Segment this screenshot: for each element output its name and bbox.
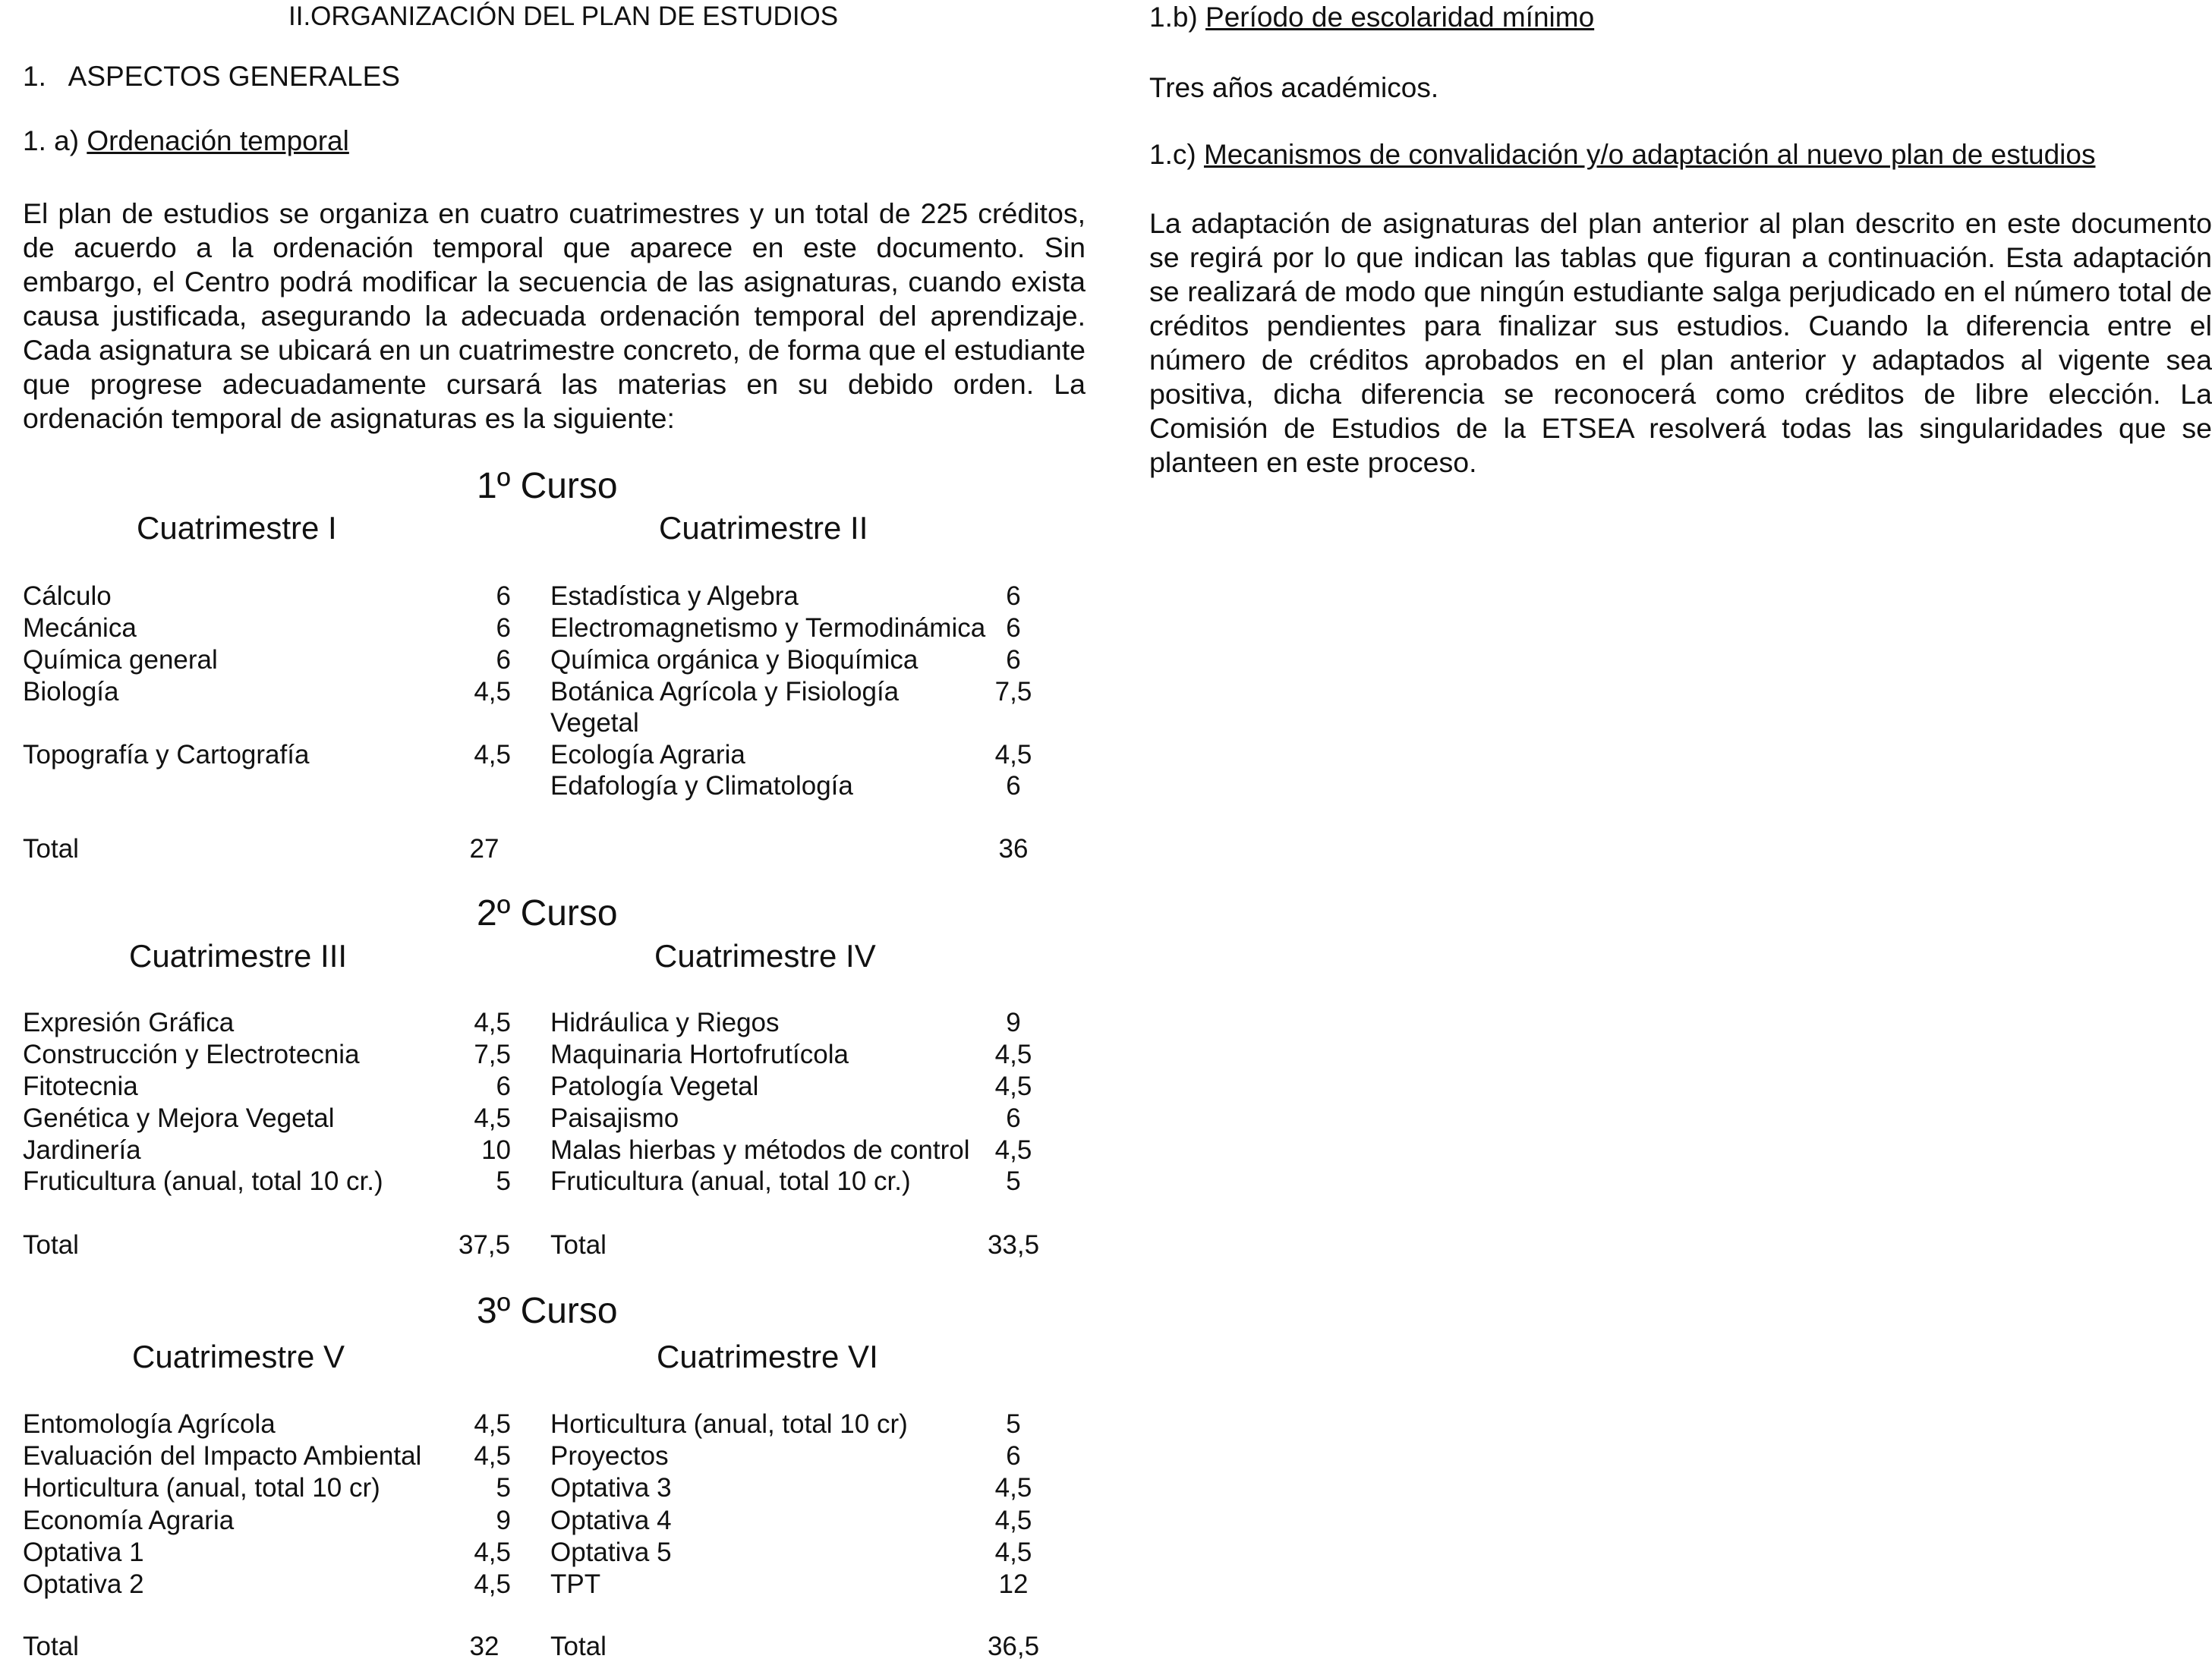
subject-credits: 4,5 (994, 740, 1032, 770)
subject-name: Horticultura (anual, total 10 cr) (550, 1409, 908, 1439)
subsection-number: 1. a) (23, 125, 80, 156)
total-label-right: Total (550, 1230, 607, 1260)
semester-title-left: Cuatrimestre V (132, 1339, 345, 1374)
subject-credits: 7,5 (994, 677, 1032, 707)
subject-credits: 5 (496, 1473, 511, 1503)
subject-name: Evaluación del Impacto Ambiental (23, 1441, 422, 1471)
course-title: 2º Curso (477, 893, 618, 933)
subject-credits: 7,5 (474, 1040, 511, 1069)
subsection-label: Mecanismos de convalidación y/o adaptación al nuevo plan de estudios (1203, 139, 2096, 170)
total-credits-left: 32 (469, 1632, 499, 1661)
subject-name: Fruticultura (anual, total 10 cr.) (550, 1166, 911, 1196)
total-credits-right: 36,5 (987, 1632, 1040, 1661)
section-label: ASPECTOS GENERALES (68, 61, 400, 92)
semester-title-right: Cuatrimestre VI (657, 1339, 878, 1374)
subsection-heading-a (23, 125, 349, 157)
subject-name: Expresión Gráfica (23, 1008, 235, 1037)
subject-name: Proyectos (550, 1441, 669, 1471)
subject-credits: 6 (1006, 645, 1021, 675)
semester-title-left: Cuatrimestre III (129, 938, 348, 974)
total-label-left: Total (23, 1632, 79, 1661)
subject-name: Genética y Mejora Vegetal (23, 1103, 335, 1133)
subject-name: Patología Vegetal (550, 1072, 759, 1101)
paragraph-min-period: Tres años académicos. (1149, 72, 1439, 103)
subject-credits: 5 (1006, 1409, 1021, 1439)
subject-name: Optativa 5 (550, 1538, 672, 1567)
subject-credits: 6 (496, 1072, 511, 1101)
subject-credits: 4,5 (474, 1569, 511, 1599)
subject-name: Entomología Agrícola (23, 1409, 276, 1439)
course-title: 3º Curso (477, 1291, 618, 1331)
section-number: 1. (23, 61, 46, 92)
subject-name: Edafología y Climatología (550, 771, 853, 801)
subsection-label: Período de escolaridad mínimo (1205, 2, 1595, 33)
subject-credits: 4,5 (994, 1506, 1032, 1535)
subsection-label: Ordenación temporal (87, 125, 349, 156)
subject-name: Topografía y Cartografía (23, 740, 310, 770)
subject-name: Química general (23, 645, 218, 675)
subject-credits: 9 (496, 1506, 511, 1535)
subject-credits: 6 (1006, 771, 1021, 801)
subsection-heading-b (1149, 2, 1594, 33)
subject-credits: 6 (1006, 1441, 1021, 1471)
subject-name: Optativa 3 (550, 1473, 672, 1503)
subject-name: TPT (550, 1569, 601, 1599)
subject-name: Biología (23, 677, 119, 707)
total-credits-left: 27 (469, 834, 499, 864)
subject-name: Optativa 4 (550, 1506, 672, 1535)
subject-credits: 5 (496, 1166, 511, 1196)
subject-credits: 9 (1006, 1008, 1021, 1037)
subsection-heading-c (1149, 139, 2095, 171)
subject-name: Estadística y Algebra (550, 581, 799, 611)
total-label-left: Total (23, 834, 79, 864)
subject-credits: 4,5 (474, 1103, 511, 1133)
subject-name: Mecánica (23, 613, 137, 643)
subject-name: Química orgánica y Bioquímica (550, 645, 919, 675)
total-credits-right: 33,5 (987, 1230, 1040, 1260)
semester-title-left: Cuatrimestre I (137, 510, 337, 546)
subject-name: Ecología Agraria (550, 740, 745, 770)
subject-credits: 10 (481, 1135, 511, 1165)
semester-title-right: Cuatrimestre II (659, 510, 868, 546)
subject-name: Hidráulica y Riegos (550, 1008, 780, 1037)
subject-name: Optativa 1 (23, 1538, 144, 1567)
subsection-number: 1.c) (1149, 139, 1196, 170)
subject-name: Botánica Agrícola y Fisiología (550, 677, 900, 707)
section-heading (23, 61, 400, 93)
subject-credits: 6 (496, 613, 511, 643)
subject-name: Cálculo (23, 581, 112, 611)
total-credits-right: 36 (998, 834, 1029, 864)
subject-credits: 4,5 (994, 1135, 1032, 1165)
subject-name: Electromagnetismo y Termodinámica (550, 613, 986, 643)
paragraph-ordering: El plan de estudios se organiza en cuatro cuatrimestres y un total de 225 créditos, de acuerdo a la ordenación temporal que aparece en este documento. Sin embargo, el Centro podrá modificar la secuencia de las asignaturas, cuando exista causa justificada, asegurando la adecuada ordenación temporal del aprendizaje. Cada asignatura se ubicará en un cuatrimestre concreto, de forma que el estudiante que progrese adecuadamente cursará las materias en su debido orden. La ordenación temporal de asignaturas es la siguiente: (23, 197, 1086, 434)
subject-credits: 4,5 (474, 740, 511, 770)
subject-credits: 6 (496, 581, 511, 611)
total-credits-left: 37,5 (458, 1230, 511, 1260)
subject-credits: 4,5 (474, 1008, 511, 1037)
subject-credits: 4,5 (474, 1441, 511, 1471)
subject-name: Paisajismo (550, 1103, 679, 1133)
subject-credits: 6 (1006, 1103, 1021, 1133)
subject-name: Optativa 2 (23, 1569, 144, 1599)
total-label-right: Total (550, 1632, 607, 1661)
subject-credits: 5 (1006, 1166, 1021, 1196)
subject-credits: 4,5 (994, 1473, 1032, 1503)
subject-credits: 4,5 (474, 677, 511, 707)
subject-credits: 4,5 (994, 1040, 1032, 1069)
subject-name: Fitotecnia (23, 1072, 138, 1101)
document-title: II.ORGANIZACIÓN DEL PLAN DE ESTUDIOS (288, 2, 839, 31)
subject-credits: 4,5 (994, 1072, 1032, 1101)
subject-credits: 6 (1006, 581, 1021, 611)
total-label-left: Total (23, 1230, 79, 1260)
subject-name: Construcción y Electrotecnia (23, 1040, 360, 1069)
subject-credits: 12 (998, 1569, 1029, 1599)
subject-credits: 4,5 (994, 1538, 1032, 1567)
subject-name: Vegetal (550, 708, 639, 738)
subject-name: Maquinaria Hortofrutícola (550, 1040, 849, 1069)
subject-credits: 4,5 (474, 1538, 511, 1567)
semester-title-right: Cuatrimestre IV (654, 938, 876, 974)
subject-credits: 6 (1006, 613, 1021, 643)
subsection-number: 1.b) (1149, 2, 1198, 33)
subject-name: Horticultura (anual, total 10 cr) (23, 1473, 380, 1503)
subject-name: Jardinería (23, 1135, 141, 1165)
subject-name: Economía Agraria (23, 1506, 235, 1535)
subject-credits: 4,5 (474, 1409, 511, 1439)
subject-credits: 6 (496, 645, 511, 675)
subject-name: Fruticultura (anual, total 10 cr.) (23, 1166, 383, 1196)
subject-name: Malas hierbas y métodos de control (550, 1135, 970, 1165)
paragraph-adaptation: La adaptación de asignaturas del plan anterior al plan descrito en este documento se regirá por lo que indican las tablas que figuran a continuación. Esta adaptación se realizará de modo que ningún estudiante salga perjudicado en el número total de créditos pendientes para finalizar sus estudios. Cuando la diferencia entre el número de créditos aprobados en el plan anterior y adaptados al vigente sea positiva, dicha diferencia se reconocerá como créditos de libre elección. La Comisión de Estudios de la ETSEA resolverá todas las singularidades que se planteen en este proceso. (1149, 207, 2212, 478)
course-title: 1º Curso (477, 466, 618, 506)
